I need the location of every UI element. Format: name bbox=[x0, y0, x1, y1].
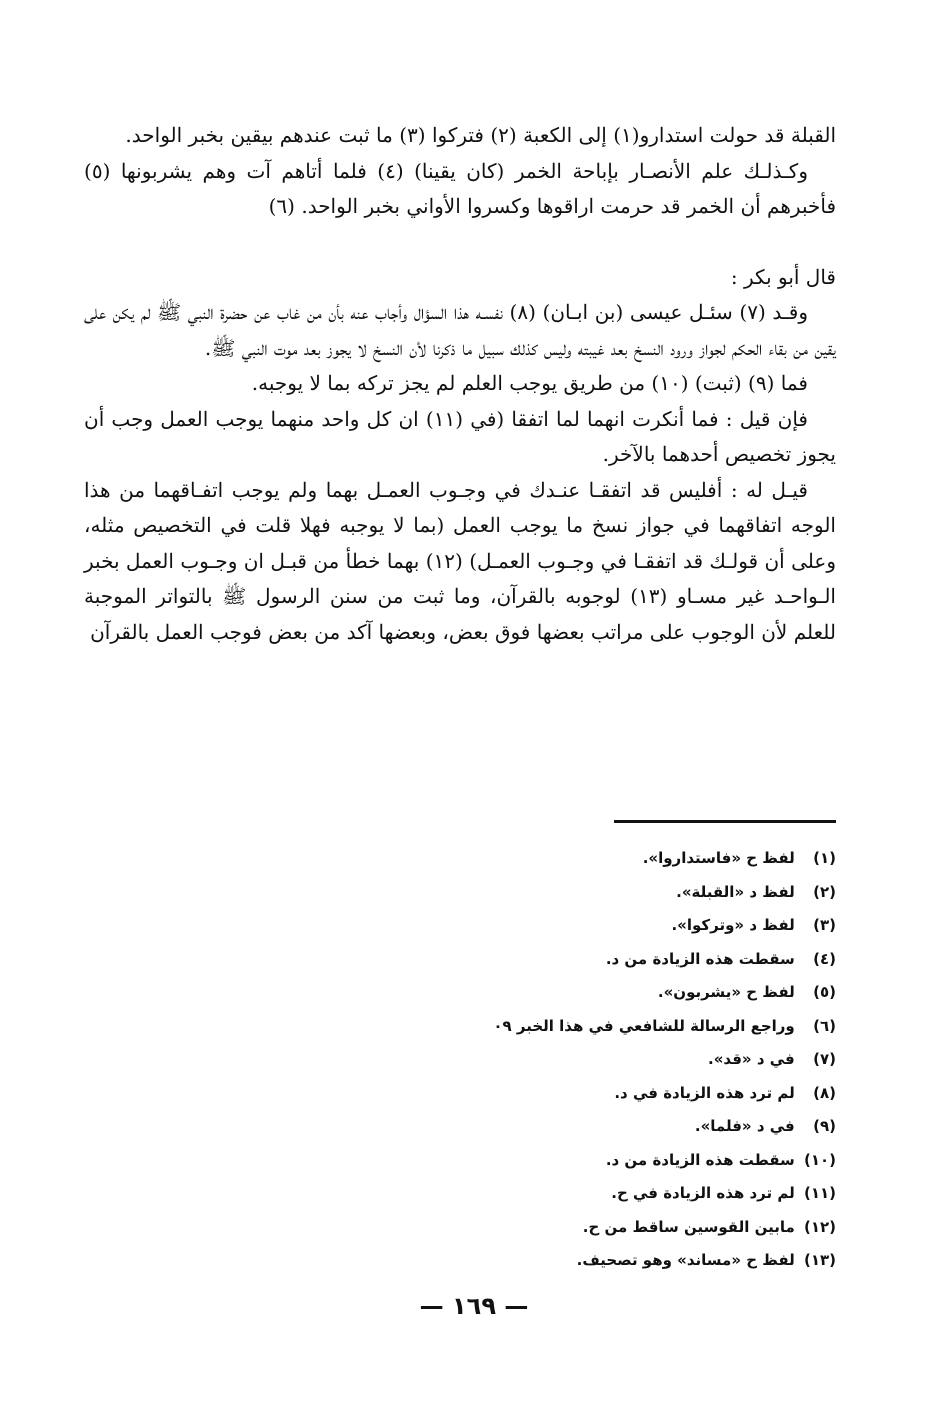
footnote-text: لم ترد هذه الزيادة في ح. bbox=[611, 1184, 795, 1202]
footnote-text: مابين القوسين ساقط من ح. bbox=[582, 1217, 795, 1236]
footnote-number: (١) bbox=[813, 849, 836, 867]
paragraph-7: قيـل له : أفليس قد اتفقـا عنـدك في وجـوب العمـل بهما ولم يوجب اتفـاقهما من هذا الوجه اتفاقهما في جواز نسخ ما يوجب العمل (بما لا يوجبه فهلا قلت في التخصيص مثله، وعلى أن قولـك قد اتفقـا في وجـوب العمـل) (١٢) بهما خطأ من قبـل ان وجـوب العمل بخبر الـواحـد غير مسـاو (١٣) لوجوبه بالقرآن، وما ثبت من سنن الرسول ﷺ بالتواتر الموجبة للعلم لأن الوجوب على مراتب بعضها فوق بعض، وبعضها آكد من بعض فوجب العمل بالقرآن bbox=[84, 477, 836, 644]
footnote-number: (١٣) bbox=[803, 1251, 836, 1269]
footnote-text: لفظ ح «يشربون». bbox=[657, 983, 795, 1001]
footnote-number: (٩) bbox=[813, 1117, 836, 1135]
footnote-item bbox=[216, 1077, 836, 1111]
footnote-text: في د «فلما». bbox=[694, 1117, 795, 1135]
footnote-number: (٣) bbox=[813, 916, 836, 934]
footnote-text: سقطت هذه الزيادة من د. bbox=[605, 1150, 795, 1169]
footnote-text: لفظ د «وتركوا». bbox=[671, 916, 795, 934]
main-text bbox=[84, 118, 836, 650]
paragraph-3-heading: قال أبو بكر : bbox=[730, 264, 836, 289]
paragraph-4: وقـد (٧) سئـل عيسى (بن ابـان) (٨) نفسـه هذا السؤال وأجاب عنه بأن من غاب عن حضرة النبي ﷺ لم يكن على يقين من بقاء الحكم لجواز ورود النسخ بعد غيبته وليس كذلك سبيل ما ذكرنا لأن النسخ لا يجوز بعد موت النبي ﷺ. bbox=[84, 300, 836, 360]
footnotes-list bbox=[216, 842, 836, 1278]
page-number: — ١٦٩ — bbox=[419, 1292, 529, 1320]
paragraph-gap bbox=[84, 225, 836, 260]
footnote-text: لفظ ح «فاستداروا». bbox=[642, 849, 795, 867]
footnote-text: لفظ ح «مساند» وهو تصحيف. bbox=[576, 1251, 795, 1269]
footnote-item bbox=[216, 1043, 836, 1077]
footnote-number: (٦) bbox=[813, 1016, 836, 1035]
footnote-number: (١١) bbox=[803, 1184, 836, 1202]
footnote-text: لم ترد هذه الزيادة في د. bbox=[614, 1083, 795, 1102]
footnote-text: وراجع الرسالة للشافعي في هذا الخبر ٠٩ bbox=[493, 1016, 795, 1035]
paragraph-1: القبلة قد حولت استدارو(١) إلى الكعبة (٢) فتركوا (٣) ما ثبت عندهم بيقين بخبر الواحد. bbox=[125, 123, 836, 147]
paragraph-2: وكـذلـك علم الأنصـار بإباحة الخمر (كان يقينا) (٤) فلما أتاهم آت وهم يشربونها (٥) فأخبرهم أن الخمر قد حرمت اراقوها وكسروا الأواني بخبر الواحد. (٦) bbox=[84, 158, 836, 218]
footnote-item bbox=[216, 1211, 836, 1245]
footnote-item bbox=[216, 1144, 836, 1178]
footnote-number: (٤) bbox=[813, 949, 836, 968]
footnote-item bbox=[216, 1177, 836, 1211]
footnote-item bbox=[216, 842, 836, 876]
footnote-number: (٨) bbox=[813, 1083, 836, 1102]
footnote-item bbox=[216, 1010, 836, 1044]
footnote-number: (٧) bbox=[813, 1050, 836, 1068]
footnote-number: (١٠) bbox=[803, 1150, 836, 1169]
footnote-text: لفظ د «القبلة». bbox=[676, 882, 795, 901]
footnote-number: (١٢) bbox=[803, 1217, 836, 1236]
paragraph-6: فإن قيل : فما أنكرت انهما لما اتفقا (في (١١) ان كل واحد منهما يوجب العمل وجب أن يجوز تخصيص أحدهما بالآخر. bbox=[84, 406, 836, 466]
footnote-item bbox=[216, 943, 836, 977]
footnote-item bbox=[216, 1110, 836, 1144]
footnote-text: في د «قد». bbox=[708, 1050, 795, 1068]
footnote-item bbox=[216, 1244, 836, 1278]
footnote-number: (٥) bbox=[813, 983, 836, 1001]
footnote-item bbox=[216, 976, 836, 1010]
footnote-item bbox=[216, 909, 836, 943]
footnote-text: سقطت هذه الزيادة من د. bbox=[605, 949, 795, 968]
footnote-divider bbox=[614, 820, 836, 823]
footnote-item bbox=[216, 876, 836, 910]
paragraph-5: فما (٩) (ثبت) (١٠) من طريق يوجب العلم لم يجز تركه بما لا يوجبه. bbox=[251, 371, 808, 395]
footnote-number: (٢) bbox=[813, 882, 836, 901]
